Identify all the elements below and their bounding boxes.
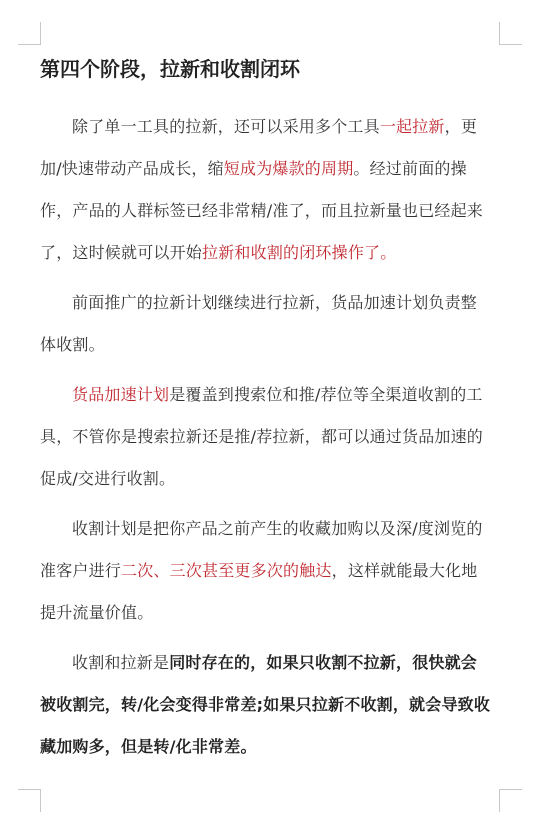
corner-mark-top-left <box>18 22 41 45</box>
p5-highlight-b: 同时存在的， <box>169 653 267 672</box>
p1-highlight-d: 短成为爆款的周期 <box>223 159 354 178</box>
p1-text-e: 。经过前面的操作，产品的人群标签已经非常精/准了，而且拉新量也已经起来了，这时候就可以开始 <box>40 159 483 262</box>
p1-text-c: ，更加/快速带动产品成长，缩 <box>40 117 478 178</box>
p3-text-b: 是覆盖到搜索位和推/荐位等全渠道收割的工具，不管你是搜索拉新还是推/荐拉新，都可以通过货品加速的促成/交进行收割。 <box>40 385 483 488</box>
p1-text-a: 除了单一工具的拉新，还可以采用多个工具 <box>72 117 380 136</box>
corner-mark-top-right <box>499 22 522 45</box>
p4-text-a: 收割计划是把你产品之前产生的收藏加购以及深/度浏览的准客户进行 <box>40 519 483 580</box>
corner-mark-bottom-left <box>18 789 41 812</box>
p5-bold-c: 如果只收割不拉新，很快就会被收割完，转/化会变得非常差;如果只拉新不收割，就会导致收藏加购多，但是转/化非常差。 <box>40 653 491 756</box>
paragraph-5 <box>40 642 492 768</box>
p3-highlight-a: 货品加速计划 <box>72 385 170 404</box>
paragraph-3 <box>40 374 492 500</box>
section-title: 第四个阶段，拉新和收割闭环 <box>40 57 300 81</box>
p1-highlight-f: 拉新和收割的闭环操作了。 <box>202 243 397 262</box>
document-body <box>40 54 492 776</box>
paragraph-2: 前面推广的拉新计划继续进行拉新，货品加速计划负责整体收割。 <box>40 293 478 354</box>
paragraph-1 <box>40 106 492 274</box>
p5-text-a: 收割和拉新是 <box>72 653 170 672</box>
p4-highlight-b: 二次、三次甚至更多次的触达 <box>121 561 332 580</box>
p4-text-c: ，这样就能最大化地提升流量价值。 <box>40 561 478 622</box>
paragraph-4 <box>40 508 492 634</box>
corner-mark-bottom-right <box>499 789 522 812</box>
p1-highlight-b: 一起拉新 <box>379 117 445 136</box>
